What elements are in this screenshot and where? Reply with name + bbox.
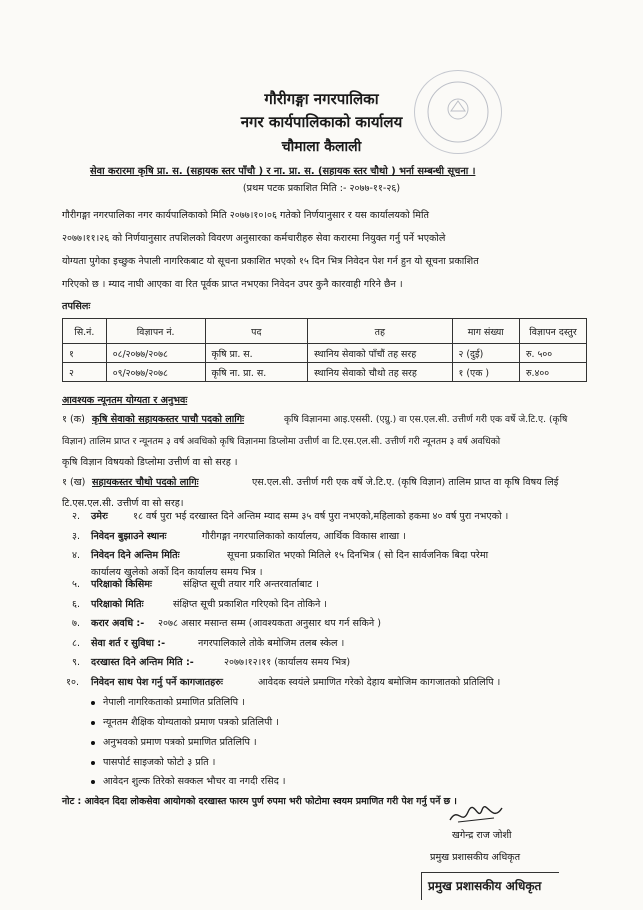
document-item: नेपाली नागरिकताको प्रमाणित प्रतिलिपि । [103, 697, 245, 708]
document-item: आवेदन शुल्क तिरेको सक्कल भौचर वा नगदी रसिद । [103, 776, 286, 787]
item-number: ४. [72, 550, 81, 561]
item-number: ७. [72, 618, 81, 629]
bullet-icon [91, 701, 95, 705]
col-header: विज्ञापन दस्तुर [519, 319, 586, 344]
qual-a-line: कृषि विज्ञान विषयको डिप्लोमा उत्तीर्ण वा सो सरह । [62, 457, 238, 468]
col-header: सि.नं. [63, 319, 107, 344]
qual-a-line: कृषि विज्ञानमा आइ.एससी. (एग्रु.) वा एस.एल.सी. उत्तीर्ण गरी एक वर्षे जे.टि.ए. (कृषि [284, 414, 568, 425]
item-number: ६. [72, 599, 81, 610]
table-header-row [63, 319, 587, 344]
bullet-icon [91, 780, 95, 784]
item-label: सेवा शर्त र सुविधा :- [91, 638, 166, 649]
item-label: निवेदन दिने अन्तिम मितिः [91, 550, 180, 561]
item-label: निवेदन साथ पेश गर्नु पर्ने कागजातहरुः [91, 677, 223, 688]
item-text: २०७८ असार मसान्त सम्म (आवश्यकता अनुसार थप गर्न सकिने ) [158, 618, 381, 629]
body-line: गौरीगङ्गा नगरपालिका नगर कार्यपालिकाको मिति २०७७।१०।०६ गतेको निर्णयानुसार र यस कार्यालयको मिति [62, 210, 429, 221]
item-text: सूचना प्रकाशित भएको मितिले १५ दिनभित्र ( सो दिन सार्वजनिक बिदा परेमा [227, 550, 489, 561]
bullet-icon [91, 761, 95, 765]
col-header: विज्ञापन नं. [106, 319, 205, 344]
item-text: संक्षिप्त सूची तयार गरि अन्तरवार्ताबाट । [183, 579, 319, 590]
cell: कृषि ना. प्रा. स. [205, 363, 308, 382]
cell: स्थानिय सेवाको पाँचौं तह सरह [308, 344, 452, 363]
item-text: नगरपालिकाले तोके बमोजिम तलब स्केल । [198, 638, 345, 649]
notice-title: सेवा करारमा कृषि प्रा. स. (सहायक स्तर पाँचौ ) र ना. प्रा. स. (सहायक स्तर चौथो ) भर्ना सम्बन्धी सूचना । [90, 166, 476, 177]
body-line: २०७७।११।२६ को निर्णयानुसार तपशिलको विवरण अनुसारका कर्मचारीहरु सेवा करारमा नियुक्त गर्नु पर्ने भएकोले [62, 233, 446, 244]
note: नोट : आवेदन दिदा लोकसेवा आयोगको दरखास्त फारम पुर्ण रुपमा भरी फोटोमा स्वयम प्रमाणित गरी पेश गर्नु पर्ने छ । [62, 796, 457, 807]
document-item: न्यूनतम शैक्षिक योग्यताको प्रमाण पत्रको प्रतिलिपी । [103, 717, 279, 728]
qual-b-label: १ (ख) [62, 477, 86, 488]
office-name: नगर कार्यपालिकाको कार्यालय [240, 113, 403, 131]
vacancy-table [62, 318, 587, 382]
item-text-cont: कार्यालय खुलेको अर्को दिन कार्यालय समय भित्र । [91, 567, 263, 578]
item-label: निवेदन बुझाउने स्थानः [91, 531, 167, 542]
signature [448, 804, 504, 826]
qual-b-line: एस.एल.सी. उत्तीर्ण गरी एक वर्षे जे.टि.ए. (कृषि विज्ञान) तालिम प्राप्त वा कृषि विषय लिई [252, 477, 559, 488]
cell: २ [63, 363, 107, 382]
qual-a-title: कृषि सेवाको सहायकस्तर पाचौ पदको लागिः [92, 414, 245, 425]
item-text: संक्षिप्त सूची प्रकाशित गरिएको दिन तोकिने । [173, 599, 328, 610]
item-text: १८ वर्ष पुरा भई दरखास्त दिने अन्तिम म्याद सम्म ३५ वर्ष पुरा नभएको,महिलाको हकमा ४० वर्ष पुरा नभएको । [133, 511, 509, 522]
body-line: गरिएको छ । म्याद नाघी आएका वा रित पूर्वक प्राप्त नभएका निवेदन उपर कुनै कारवाही गरिने छैन । [62, 279, 403, 290]
col-header: पद [205, 319, 308, 344]
document-item: अनुभवको प्रमाण पत्रको प्रमाणित प्रतिलिपि । [103, 737, 257, 748]
item-number: ९. [72, 657, 81, 668]
qual-a-label: १ (क) [62, 414, 85, 425]
item-number: ३. [72, 531, 81, 542]
qual-b-title: सहायकस्तर चौथो पदको लागिः [92, 477, 199, 488]
item-label: परिक्षाको किसिमः [91, 579, 152, 590]
item-number: १०. [66, 677, 80, 688]
office-stamp [414, 70, 502, 154]
table-row [63, 363, 587, 382]
item-number: ५. [72, 579, 81, 590]
col-header: माग संख्या [452, 319, 519, 344]
cell: ०८/२०७७/२०७८ [106, 344, 205, 363]
signatory-name: खगेन्द्र राज जोशी [452, 830, 512, 841]
cell: १ (एक ) [452, 363, 519, 382]
municipality-name: गौरीगङ्गा नगरपालिका [264, 90, 379, 108]
published-date: (प्रथम पटक प्रकाशित मिति :- २०७७-११-२६) [242, 183, 401, 194]
item-label: परिक्षाको मितिः [91, 599, 144, 610]
designation-rubber-stamp: प्रमुख प्रशासकीय अधिकृत [421, 872, 559, 900]
item-label: दरखास्त दिने अन्तिम मिति :- [91, 657, 194, 668]
bullet-icon [91, 741, 95, 745]
item-text: २०७७।१२।११ (कार्यालय समय भित्र) [224, 657, 351, 668]
item-number: २. [72, 511, 81, 522]
cell: २ (दुई) [452, 344, 519, 363]
cell: ०९/२०७७/२०७८ [106, 363, 205, 382]
cell: स्थानिय सेवाको चौथो तह सरह [308, 363, 452, 382]
body-line: योग्यता पुगेका इच्छुक नेपाली नागरिकबाट यो सूचना प्रकाशित भएको १५ दिन भित्र निवेदन पेश गर्न हुन यो सूचना प्रकाशित [62, 256, 479, 267]
document-item: पासपोर्ट साइजको फोटो ३ प्रति । [103, 757, 216, 768]
office-location: चौमाला कैलाली [281, 139, 362, 155]
item-text: गौरीगङ्गा नगरपालिकाको कार्यालय, आर्थिक विकास शाखा । [202, 531, 406, 542]
item-text: आवेदक स्वयंले प्रमाणित गरेको देहाय बमोजिम कागजातको प्रतिलिपि । [258, 677, 501, 688]
qualifications-heading: आवश्यक न्यूनतम योग्यता र अनुभवः [62, 395, 188, 406]
item-label: करार अवधि :- [91, 618, 145, 629]
qual-a-line: विज्ञान) तालिम प्राप्त र न्यूनतम ३ वर्ष अवधिको कृषि विज्ञानमा डिप्लोमा उत्तीर्ण वा टि.एस.एल.सी. उत्तीर्ण गरी न्यूनतम ३ वर्ष अवधिको [62, 436, 501, 447]
cell: रु. ५०० [519, 344, 586, 363]
table-label: तपसिलः [62, 301, 91, 312]
item-number: ८. [72, 638, 81, 649]
cell: रु.४०० [519, 363, 586, 382]
table-row [63, 344, 587, 363]
cell: कृषि प्रा. स. [205, 344, 308, 363]
signatory-title: प्रमुख प्रशासकीय अधिकृत [430, 852, 521, 863]
col-header: तह [308, 319, 452, 344]
bullet-icon [91, 721, 95, 725]
qual-b-line: टि.एस.एल.सी. उत्तीर्ण वा सो सरह। [62, 498, 184, 509]
cell: १ [63, 344, 107, 363]
item-label: उमेरः [91, 511, 108, 522]
